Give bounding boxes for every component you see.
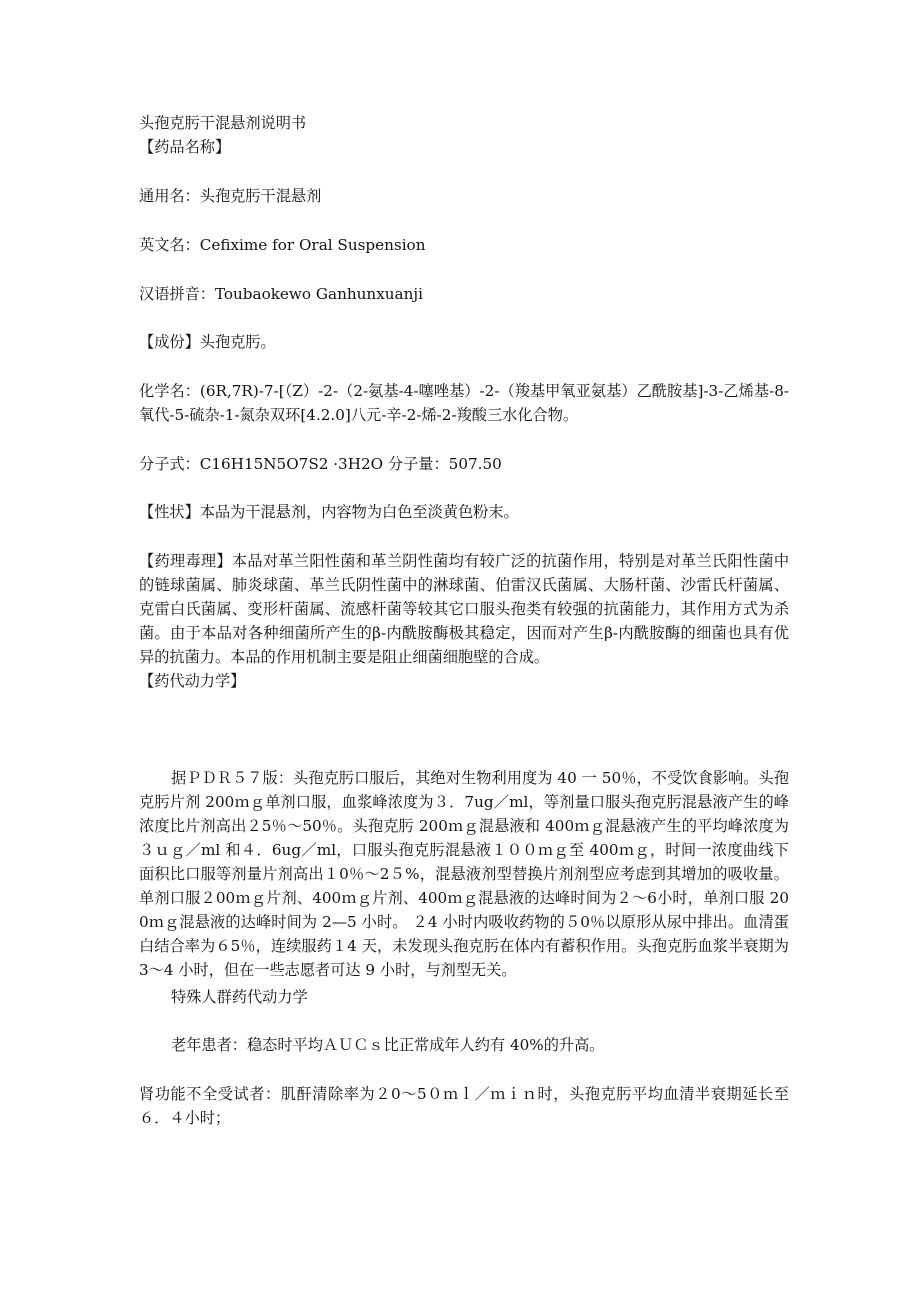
chemical-name: 化学名：(6R,7R)-7-[（Z）-2-（2-氨基-4-噻唑基）-2-（羧基甲氧亚氨基）乙酰胺基]-3-乙烯基-8-氧代-5-硫杂-1-氮杂双环[4.2.0]八元-辛-2-烯-2-羧酸三水化合物。 — [139, 382, 789, 424]
renal-impairment: 肾功能不全受试者：肌酐清除率为２0～5０ｍｌ／ｍｉｎ时，头孢克肟平均血清半衰期延长至６．４小时； — [139, 1085, 789, 1127]
generic-name: 通用名：头孢克肟干混悬剂 — [139, 187, 322, 205]
molecular-formula: 分子式：C16H15N5O7S2 ·3H2O 分子量：507.50 — [139, 455, 502, 473]
pharmacokinetics-text: 据ＰＤＲ５７版：头孢克肟口服后，其绝对生物利用度为 40 一 50％，不受饮食影响。头孢克肟片剂 200ｍｇ单剂口服，血浆峰浓度为３．7ug／ml，等剂量口服头孢克肟混悬液产生的峰浓度比片剂高出２5％～50％。头孢克肟 200ｍｇ混悬液和 400ｍｇ混悬液产生的平均峰浓度为３ｕｇ／ml 和４．6ug／ml，口服头孢克肟混悬液１００ｍｇ至 400ｍｇ，时间一浓度曲线下面积比口服等剂量片剂高出１0％～2５%，混悬液剂型替换片剂剂型应考虑到其增加的吸收量。单剂口服２00ｍｇ片剂、400ｍｇ片剂、400ｍｇ混悬液的达峰时间为２～6小时，单剂口服 200ｍｇ混悬液的达峰时间为 2—5 小时。 ２4 小时内吸收药物的５0％以原形从尿中排出。血清蛋白结合率为６5％，连续服药１4 天，未发现头孢克肟在体内有蓄积作用。头孢克肟血浆半衰期为 3～4 小时，但在一些志愿者可达 9 小时，与剂型无关。 — [139, 769, 789, 979]
english-name: 英文名：Cefixime for Oral Suspension — [139, 236, 426, 254]
document-title: 头孢克肟干混悬剂说明书 — [139, 114, 307, 132]
elderly-patients: 老年患者：稳态时平均ＡＵＣｓ比正常成年人约有 40%的升高。 — [171, 1036, 605, 1054]
composition: 【成份】头孢克肟。 — [139, 333, 276, 351]
section-heading-drug-name: 【药品名称】 — [139, 138, 231, 156]
special-population-heading: 特殊人群药代动力学 — [171, 988, 308, 1006]
section-heading-pharmacokinetics: 【药代动力学】 — [139, 672, 246, 690]
description: 【性状】本品为干混悬剂，内容物为白色至淡黄色粉末。 — [139, 503, 519, 521]
pinyin-name: 汉语拼音：Toubaokewo Ganhunxuanji — [139, 285, 423, 303]
pharmacology-toxicology: 【药理毒理】本品对革兰阳性菌和革兰阴性菌均有较广泛的抗菌作用，特别是对革兰氏阳性菌中的链球菌属、肺炎球菌、革兰氏阴性菌中的淋球菌、伯雷汉氏菌属、大肠杆菌、沙雷氏杆菌属、克雷白氏菌属、变形杆菌属、流感杆菌等较其它口服头孢类有较强的抗菌能力，其作用方式为杀菌。由于本品对各种细菌所产生的β-内酰胺酶极其稳定，因而对产生β-内酰胺酶的细菌也具有优异的抗菌力。本品的作用机制主要是阻止细菌细胞壁的合成。 — [139, 552, 789, 666]
